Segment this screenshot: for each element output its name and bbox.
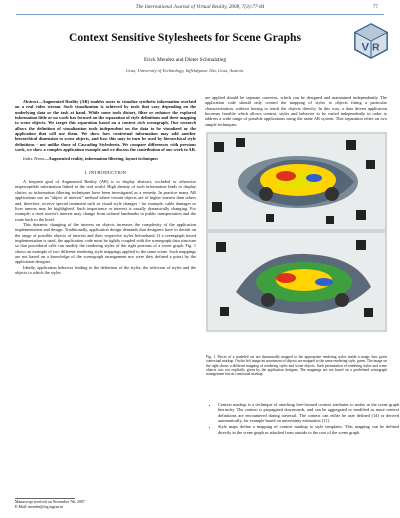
header-rule [16, 14, 384, 15]
section-heading: I. INTRODUCTION [84, 169, 127, 175]
list-item: • Style maps define a mapping of context markup to style templates. This mapping can be defined directly in the scene graph or attached from outside to the root of the scene graph. [218, 424, 399, 435]
figure-caption: Fig. 1. Pieces of a modeled car are dynamically mapped to the appropriate rendering styles inside a magic lens given contextual markup. On the left image an assortment of objects are mapped to the same rendering style, green. The image on the right shows a different mapping of rendering styles and scene objects. Such permutation of rendering styles and scene objects was not explicitly given by the application designer. The mappings are not based on a predefined scenegraph arrangement but on contextual markup. [206, 355, 387, 377]
continued-paragraph: are applied should be separate concerns, which can be designed and maintained independently. The application code should only control the mapping of styles to objects fitting a particular characterization, without having to touch the objects directly. In this way, a data driven application becomes feasible which allows context, styles and behavior to be varied independently in order to address a wide range of possible applications using the same AR system. This separation relies on two simple techniques: [205, 95, 387, 127]
journal-logo-icon [352, 22, 390, 60]
paper-title: Context Sensitive Stylesheets for Scene Graphs [69, 31, 301, 44]
authors: Erick Mendez and Dieter Schmalstieg [143, 57, 227, 63]
footnote-manuscript: Manuscript received on November 7th, 2007 [15, 500, 85, 504]
abstract [15, 99, 196, 152]
intro-paragraph: Ideally, application behavior leading to the definition of the styles, the selection of styles and the objects to which the styles [15, 264, 196, 275]
affiliation: Graz, University of Technology, Inffeldgasse 16a, Graz, Austria. [125, 68, 245, 73]
footnote [15, 500, 196, 510]
technique-list [206, 402, 399, 436]
page-number: 77 [372, 4, 378, 10]
svg-text:V: V [361, 41, 370, 54]
right-column [205, 95, 387, 127]
list-item: • Context markup is a technique of attaching free-formed context attributes to nodes in the scene graph hierarchy. The context is propagated downwards, and can be aggregated or modified as more context definitions are encountered during traversal. The context can either be user defined [14] or derived automatically, for example based on uncertainty estimation [11]. [218, 402, 399, 423]
figure-1-image [206, 132, 387, 332]
footnote-email: E-Mail: mendez@icg.tugraz.at [15, 504, 63, 509]
abstract-text: —Augmented Reality (AR) enables users to visualize synthetic information overlaid on a real video stream. Such visualization is achieved by tools that vary depending on the underlying data or the task at hand. While some tools distort, filter or enhance the explored information little or no work has focused on the separation of style definitions and their mapping to scene objects. We target this separation based on a context rich scenegraph. Our research allows the definition of visualization tools independent on the data to be visualized or the application that will use them. We show how contextual information may add another hierarchical dimension to scene objects, and how this may in turn be used by hierarchical style definitions - not unlike those of Cascading Stylesheets. We compare differences with previous work, we show a complex application example and we discuss the contribution of our work to AR. [15, 99, 196, 153]
intro-paragraph: A frequent goal of Augmented Reality (AR) is to display abstract, occluded or otherwise imperceptible information linked to the real world. High density of such information leads to display clutter, so information filtering techniques have been investigated as a remedy. In practice many AR applications use an "object of interest" method where certain objects are of higher interest than others and, therefore, receive special treatment such as visual style changes - for example, cable damages or liver tumors may be highlighted. Such importance or interest is usually dynamically changing. For example, a tired tourist's interest may change from cultural landmarks to public transportation and the route back to the hotel. [15, 179, 196, 222]
left-column [15, 99, 196, 275]
footnote-rule [15, 498, 75, 499]
index-terms-label: Index Terms [23, 156, 45, 162]
index-terms-text: —Augmented reality, information filtering, layout techniques [44, 156, 158, 162]
abstract-label: Abstract [23, 99, 38, 104]
index-terms [15, 156, 196, 161]
intro-paragraph: This dynamic changing of the interest on objects increases the complexity of the application implementation and design. Traditionally, application design demands that designers have to decide on the range of possible objects of interest and their respective styles beforehand. If a scenegraph based implementation is used, the application code must be tightly coupled with the scenegraph data structure so that procedural calls can modify the rendering styles of the right portions of a scene graph. Fig. 1 shows an example of two different rendering style mappings applied to the same scene. Such mappings are not based on a knowledge of the scenegraph arrangement nor were they defined a priori by the application designer. [15, 221, 196, 265]
svg-text:R: R [371, 42, 380, 54]
journal-citation: The International Journal of Virtual Reality, 2008, 7(3):77-84 [135, 4, 265, 10]
